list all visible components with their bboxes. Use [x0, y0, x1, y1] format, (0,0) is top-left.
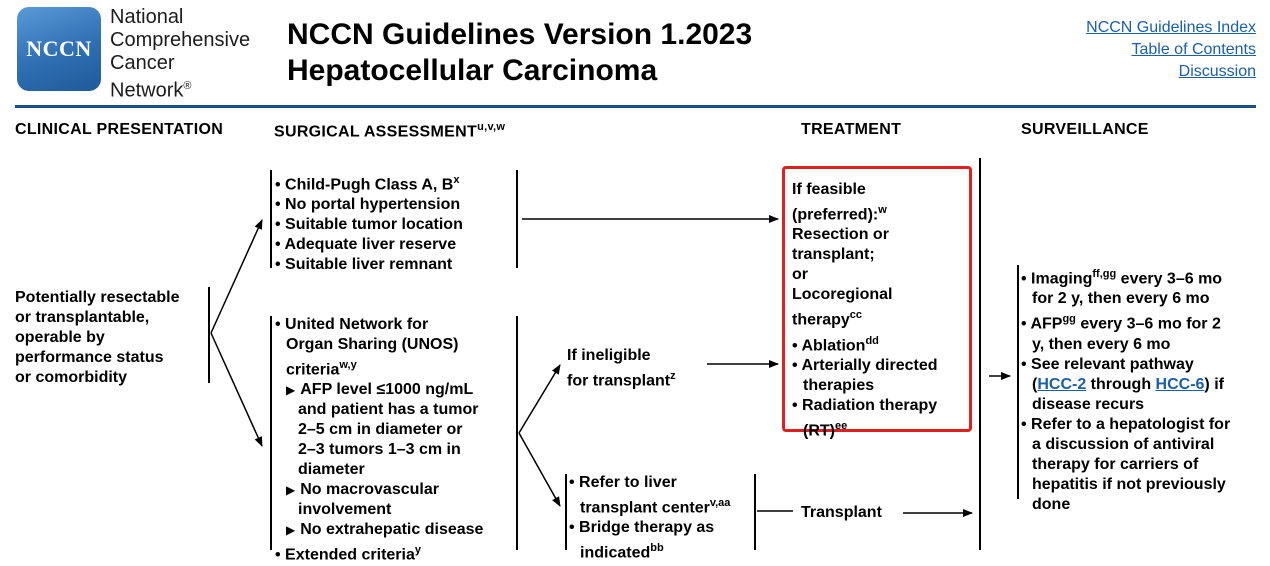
arrow-to-resectable-criteria: [211, 220, 262, 333]
surgical-top-criteria: • Child-Pugh Class A, $B^x$ • No portal hypertension • Suitable tumor location • Adequate liver reserve • Suitable liver remnant: [275, 174, 463, 274]
header-surgical-assessment: SURGICAL ASSESSMENT$^{u,v,w}$: [274, 121, 506, 141]
guidelines-index-link[interactable]: NCCN Guidelines Index: [1086, 19, 1256, 36]
clinical-presentation-text: Potentially resectable or transplantable, operable by performance status or comorbidity: [15, 289, 180, 386]
org-name-line: Cancer: [110, 52, 175, 74]
title-line-version: NCCN Guidelines Version 1.2023: [287, 18, 753, 51]
org-name-line: Comprehensive: [110, 29, 251, 51]
surveillance-recommendations: • Imaging$^{ff,gg}$ every 3–6 mo for 2 y, then every 6 mo • $AFP^{gg}$ every 3–6 mo for 2 y, then every 6 mo • See relevant pathway (HCC-2 through HCC-6) if disease recurs • Refer to a hepatologist for a discussion of antiviral therapy for carriers of hepatitis if not previously done: [1021, 268, 1231, 513]
header-treatment: TREATMENT: [801, 121, 902, 138]
discussion-link[interactable]: Discussion: [1178, 63, 1256, 80]
triangle-bullet-icon: ▶: [286, 483, 296, 498]
arrow-to-refer: [519, 433, 560, 506]
refer-to-transplant-center: • Refer to liver transplant center$^{v,aa}$ • Bridge therapy as indicated$^{bb}$: [569, 474, 731, 562]
header-surveillance: SURVEILLANCE: [1021, 121, 1149, 138]
arrow-to-unos-criteria: [211, 333, 262, 446]
arrow-to-ineligible: [519, 365, 560, 433]
title-line-disease: Hepatocellular Carcinoma: [287, 54, 658, 87]
treatment-options: If feasible (preferred):$^w$ Resection or transplant; or Locoregional therapy$^{cc}$ • Ablation$^{dd}$ • Arterially directed therapies • Radiation therapy (RT)$^{ee}$: [792, 181, 938, 440]
surgical-bottom-criteria: • United Network for Organ Sharing (UNOS) criteria$^{w,y}$ ▶ AFP level ≤1000 ng/mL and patient has a tumor 2–5 cm in diameter or 2–3 tumors 1–3 cm in diameter ▶ No macrovascular involvement ▶ No extrahepatic disease • Extended criteria$^y$: [275, 316, 484, 564]
triangle-bullet-icon: ▶: [286, 523, 296, 538]
transplant-label: Transplant: [801, 504, 882, 521]
ineligible-for-transplant: If ineligible for transplant$^z$: [567, 347, 676, 390]
logo-text: NCCN: [26, 36, 92, 61]
org-name-line: Network®: [110, 79, 192, 102]
triangle-bullet-icon: ▶: [286, 383, 296, 398]
org-name-line: National: [110, 6, 184, 28]
hcc-2-link[interactable]: HCC-2: [1037, 375, 1087, 393]
header-clinical-presentation: CLINICAL PRESENTATION: [15, 121, 224, 138]
hcc-6-link[interactable]: HCC-6: [1155, 375, 1205, 393]
table-of-contents-link[interactable]: Table of Contents: [1131, 41, 1256, 58]
